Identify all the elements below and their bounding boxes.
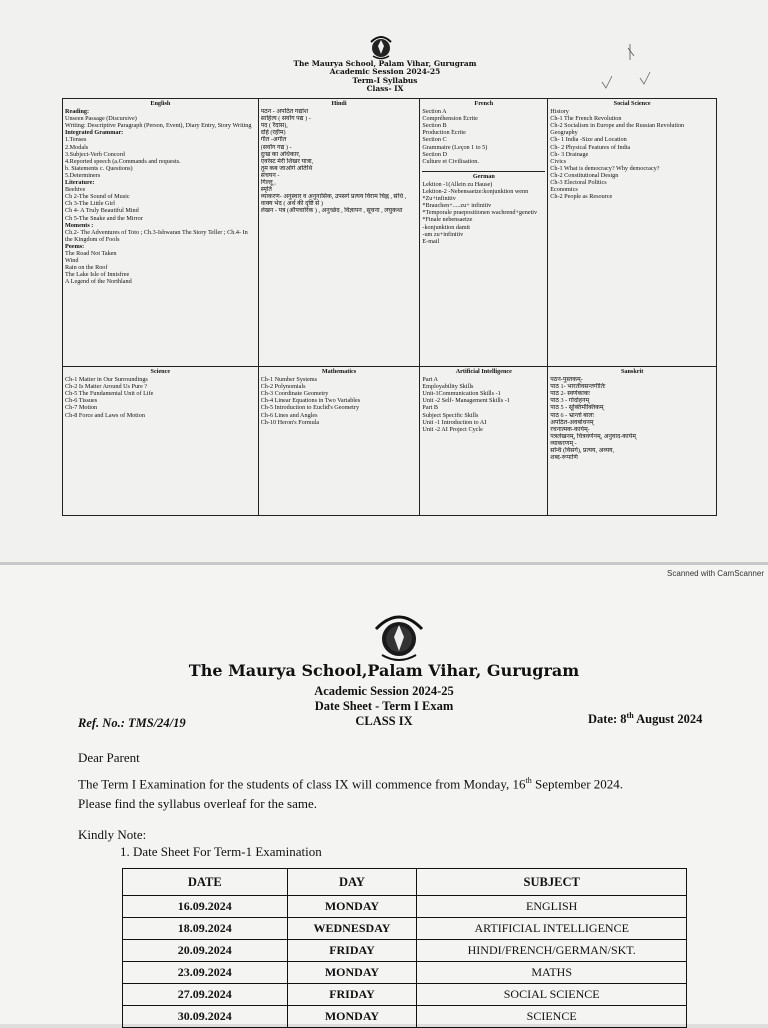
syllabus-line: The Lake Isle of Innisfree [65,271,130,279]
english-title: English [150,100,171,107]
syllabus-line: Compréhension Écrite [422,115,478,123]
table-row [123,918,687,940]
science-cell [63,367,259,516]
header-date: DATE [123,869,288,896]
syllabus-line: Ch-5 The Fundamental Unit of Life [65,390,154,398]
syllabus-line: Unit -2 AI Project Cycle [422,425,483,433]
syllabus-line: Ch-2 People as Resource [550,193,613,201]
syllabus-line: Section B [422,122,447,130]
syllabus-line: पाठ 5 - सूक्तिमौक्तिकम् [550,404,604,412]
english-cell [63,99,259,367]
syllabus-line: Ch-2 Polynomials [260,383,306,391]
table-row [123,940,687,962]
handwritten-ticks [600,42,660,92]
syllabus-line: साहित्य ( सर्वांग पद्य ) - [260,115,311,123]
school-crest-icon [365,30,397,62]
syllabus-line: संचयन - [260,171,280,179]
sanskrit-cell [548,367,717,516]
syllabus-line: The Road Not Taken [65,249,117,257]
maths-title: Mathematics [321,368,357,375]
social-science-cell [548,99,717,367]
sanskrit-title: Sanskrit [620,368,644,375]
syllabus-line: पठन-पुस्तकम्- [550,376,583,384]
syllabus-line: b. Statements c. Questions) [65,164,133,172]
syllabus-line: 5.Determiners [65,171,101,179]
syllabus-line: Literature: [65,179,95,187]
table-cell: WEDNESDAY [287,918,417,940]
syllabus-line: Ch-2 Constitutional Design [550,171,619,179]
syllabus-line: Economics [550,186,578,194]
header-subject: SUBJECT [417,869,687,896]
syllabus-line: गिल्लू , [260,179,276,187]
ai-lines [422,376,545,433]
syllabus-header [230,60,540,94]
table-row [123,962,687,984]
syllabus-line: व्याकरण- अनुस्वार व अनुनासिक, उपसर्ग प्रत्यय विराम चिह्न , संधि , वाक्य भेद ( अर्थ की दृष्टि से ) [260,193,407,208]
school-crest-icon [368,603,430,665]
syllabus-line: *Finale nebensaetze [422,216,473,224]
syllabus-line: Ch-6 Tissues [65,397,98,405]
syllabus-line: -um zu+infinitiv [422,230,464,238]
hindi-title: Hindi [331,100,347,107]
hindi-cell [258,99,420,367]
hindi-lines [261,108,418,214]
syllabus-line: *Temporale praepositionen wachrend+genetiv [422,209,538,217]
syllabus-line: Grammaire (Leçon 1 to 5) [422,143,488,151]
syllabus-line: एवरेस्ट मेरी शिखर यात्रा, [260,157,314,165]
syllabus-line: Rain on the Roof [65,264,108,272]
table-cell: ENGLISH [417,896,687,918]
syllabus-line: Part B [422,404,439,412]
syllabus-table [62,98,717,516]
syllabus-line: पाठ 6 - भ्रान्तो बालः [550,411,594,419]
syllabus-line: 4.Reported speech (a.Commands and requests. [65,157,181,165]
syllabus-line: Ch 4- A Truly Beautiful Mind [65,207,139,215]
table-cell: 23.09.2024 [123,962,288,984]
table-cell: MONDAY [287,1006,417,1028]
syllabus-line: Beehive [65,186,86,194]
table-cell: 16.09.2024 [123,896,288,918]
table-row [123,984,687,1006]
letter-class: CLASS IX [355,714,413,728]
table-cell: 20.09.2024 [123,940,288,962]
syllabus-line: 1.Tenses [65,136,87,144]
syllabus-line: सन्धि (विसर्ग), प्रत्यय, अव्यय, [550,447,615,455]
science-lines [65,376,256,419]
social-science-title: Social Science [613,100,651,107]
syllabus-line: पाठ 1- भारतीवसन्तगीतिः [550,383,606,391]
syllabus-line: Unit -2 Self- Management Skills -1 [422,397,510,405]
header-day: DAY [287,869,417,896]
syllabus-line: *Brauchen+.....zu+ infinitiv [422,202,492,210]
social-science-lines [550,108,714,200]
syllabus-line: स्मृति [260,186,272,194]
letter-school-name: The Maurya School,Palam Vihar, Gurugram [188,661,580,680]
letter-session: Academic Session 2024-25 [314,684,454,698]
maths-lines [261,376,418,426]
syllabus-session: Academic Session 2024-25 [329,67,441,77]
maths-cell [258,367,420,516]
syllabus-line: Moments : [65,221,94,229]
scanner-watermark: Scanned with CamScanner [667,569,764,578]
syllabus-line: Ch-1 The French Revolution [550,115,622,123]
syllabus-line: Ch-1 Number Systems [260,376,318,384]
syllabus-line: Writing: Descriptive Paragraph (Person, Event), Diary Entry, Story Writing [65,122,252,130]
table-cell: FRIDAY [287,940,417,962]
syllabus-line: पाठ 3 - गोदोहनम् [550,397,590,405]
table-cell: 27.09.2024 [123,984,288,1006]
syllabus-line: Ch-1 What is democracy? Why democracy? [550,164,660,172]
syllabus-line: Culture et Civilisation. [422,157,479,165]
table-cell: MONDAY [287,962,417,984]
table-cell: ARTIFICIAL INTELLIGENCE [417,918,687,940]
syllabus-line: History [550,108,569,116]
syllabus-line: Ch-2 Socialism in Europe and the Russian Revolution [550,122,685,130]
syllabus-line: Lektion-2 -Nebensaetze:konjunktion wenn [422,188,529,196]
table-cell: FRIDAY [287,984,417,1006]
syllabus-line: रचनात्मक-कार्यम्- [550,425,590,433]
syllabus-term: Term-I Syllabus [352,75,418,85]
syllabus-line: Section A [422,108,447,116]
syllabus-line: *Zu+infinitiv [422,195,456,203]
sanskrit-lines [550,376,714,461]
syllabus-line: लेखन - पत्र (औपचारिक ) , अनुच्छेद , विज्ञापन , सूचना , लघुकथा [260,207,403,215]
syllabus-class: Class- IX [366,84,404,94]
syllabus-line: Ch- 1 India -Size and Location [550,136,627,144]
syllabus-line: Ch-8 Force and Laws of Motion [65,411,145,419]
syllabus-line: Ch-5 Introduction to Euclid's Geometry [260,404,360,412]
greeting: Dear Parent [78,750,140,765]
syllabus-line: Ch-10 Heron's Formula [260,418,320,426]
paragraph-line-2: Please find the syllabus overleaf for the same. [78,796,317,811]
syllabus-line: Civics [550,157,567,165]
syllabus-line: Ch 3-The Little Girl [65,200,116,208]
syllabus-line: Ch- 2 Physical Features of India [550,143,631,151]
ai-title: Artificial Intelligence [455,368,512,375]
syllabus-line: Ch 2-The Sound of Music [65,193,130,201]
date-sheet-header [123,869,687,896]
syllabus-line: दोहे (रहीम) [260,129,286,137]
letter-subtitle: Date Sheet - Term I Exam [314,699,454,713]
french-lines [422,108,545,165]
table-cell: MONDAY [287,896,417,918]
syllabus-line: Integrated Grammar: [65,129,124,137]
syllabus-line: पत्रलेखनम्, चित्रवर्णनम्, अनुवाद-कार्यम् [550,432,636,440]
syllabus-line: Reading: [65,108,90,116]
french-german-cell [420,99,548,367]
syllabus-line: गीत -अगीत [260,136,287,144]
syllabus-line: Lektion -1(Allein zu Hause) [422,180,493,188]
ai-cell [420,367,548,516]
syllabus-line: Unseen Passage (Discursive) [65,115,137,123]
syllabus-line: Wind [65,257,79,265]
syllabus-line: Ch-1 Matter in Our Surroundings [65,376,148,384]
syllabus-line: Unit -1 Introduction to AI [422,418,487,426]
table-cell: 30.09.2024 [123,1006,288,1028]
table-cell: SOCIAL SCIENCE [417,984,687,1006]
syllabus-line: Unit-1Communication Skills -1 [422,390,501,398]
german-lines [422,181,545,245]
letter-date: Date: 8th August 2024 [588,711,703,727]
syllabus-line: Ch-6 Lines and Angles [260,411,318,419]
table-row [123,896,687,918]
syllabus-line: Employability Skills [422,383,474,391]
syllabus-line: Ch.2- The Adventures of Toto ; Ch.3-Ishwaran The Story Teller ; Ch.4- In the Kingdom of Fools [65,228,248,243]
syllabus-line: Section D [422,150,447,158]
syllabus-line: अपठित-अवबोधनम् [550,418,594,426]
syllabus-line: Ch-2 Is Matter Around Us Pure ? [65,383,148,391]
science-title: Science [150,368,171,375]
date-sheet-table [122,868,687,1028]
syllabus-line: शब्द-रूपाणि [550,454,578,462]
german-title: German [472,172,495,180]
syllabus-line: A Legend of the Northland [65,278,132,286]
note-item-1: 1. Date Sheet For Term-1 Examination [120,844,322,859]
syllabus-school-name: The Maurya School, Palam Vihar, Gurugram [293,59,477,68]
syllabus-line: Ch-4 Linear Equations in Two Variables [260,397,361,405]
syllabus-line: Ch-3 Coordinate Geometry [260,390,329,398]
syllabus-line: Geography [550,129,578,137]
syllabus-line: Section C [422,136,447,144]
table-row [123,1006,687,1028]
syllabus-line: Ch 5-The Snake and the Mirror [65,214,143,222]
syllabus-line: 3.Subject-Verb Concord [65,150,125,158]
reference-number: Ref. No.: TMS/24/19 [78,716,186,730]
table-cell: SCIENCE [417,1006,687,1028]
syllabus-line: Poems: [65,242,85,250]
syllabus-line: दुःख का अधिकार, [260,150,301,158]
kindly-note: Kindly Note: [78,827,147,842]
syllabus-line: तुम कब जाओगे अतिथि [260,164,313,172]
syllabus-line: -konjunktion damit [422,223,470,231]
syllabus-line: Ch-7 Motion [65,404,98,412]
table-cell: 18.09.2024 [123,918,288,940]
syllabus-line: 2.Modals [65,143,89,151]
syllabus-line: पठन - अपठित गद्यांश [260,108,309,116]
syllabus-line: Subject Specific Skills [422,411,479,419]
english-lines [65,108,256,285]
paragraph-line-1: The Term I Examination for the students of class IX will commence from Monday, 16th September 2024. [78,776,624,792]
table-cell: MATHS [417,962,687,984]
syllabus-line: व्याकरणम् - [550,439,577,447]
syllabus-line: पद ( रैदास), [260,122,288,130]
table-cell: HINDI/FRENCH/GERMAN/SKT. [417,940,687,962]
syllabus-line: Ch- 3 Drainage [550,150,589,158]
syllabus-line: E-mail [422,237,440,245]
syllabus-line: Ch-3 Electoral Politics [550,179,607,187]
syllabus-line: (सर्वांग गद्य ) - [260,143,292,151]
syllabus-line: पाठ 2- स्वर्णकाकः [550,390,590,398]
syllabus-line: Production Écrite [422,129,466,137]
french-title: French [474,100,494,107]
syllabus-line: Part A [422,376,439,384]
